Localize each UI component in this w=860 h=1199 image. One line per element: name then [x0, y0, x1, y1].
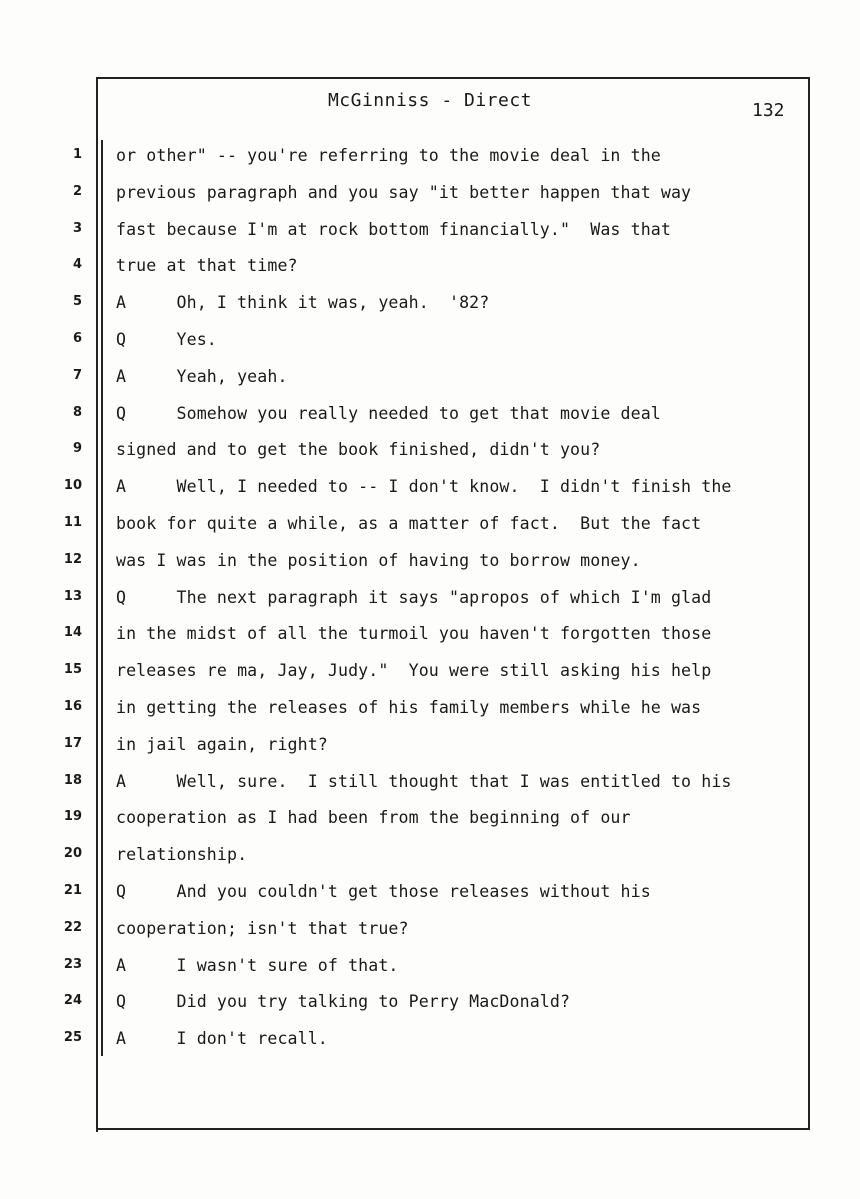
line-text: cooperation; isn't that true?	[116, 918, 409, 938]
line-text: releases re ma, Jay, Judy." You were still asking his help	[116, 661, 712, 681]
transcript-line	[0, 691, 860, 728]
transcript-line	[0, 838, 860, 875]
line-text: A I don't recall.	[116, 1029, 328, 1049]
transcript-line	[0, 801, 860, 838]
line-number: 16	[63, 698, 82, 714]
line-number: 1	[72, 147, 82, 162]
line-text: A Well, I needed to -- I don't know. I didn't finish the	[116, 477, 732, 497]
transcript-line	[0, 581, 860, 618]
line-number: 18	[63, 772, 82, 788]
line-number: 7	[72, 367, 82, 383]
line-number: 3	[72, 220, 82, 236]
transcript-line	[0, 912, 860, 949]
page-title: McGinniss - Direct	[327, 90, 533, 111]
line-number: 25	[63, 1030, 82, 1046]
line-text: previous paragraph and you say "it better happen that way	[116, 182, 692, 202]
transcript-line	[0, 213, 860, 250]
transcript-line	[0, 323, 860, 360]
line-text: A Oh, I think it was, yeah. '82?	[116, 293, 490, 313]
transcript-line	[0, 286, 860, 323]
transcript-line	[0, 397, 860, 434]
line-number: 20	[63, 846, 82, 862]
line-text: Q Somehow you really needed to get that movie deal	[116, 403, 661, 423]
line-number: 19	[63, 809, 82, 825]
line-number: 8	[72, 404, 82, 420]
line-text: A Well, sure. I still thought that I was entitled to his	[116, 771, 732, 791]
transcript-line	[0, 544, 860, 581]
page-number: 132	[752, 100, 785, 121]
transcript-line	[0, 765, 860, 802]
line-number: 9	[72, 441, 82, 457]
line-number: 10	[63, 478, 82, 494]
line-text: cooperation as I had been from the beginning of our	[116, 808, 631, 828]
line-number: 24	[63, 993, 82, 1009]
line-text: A Yeah, yeah.	[116, 366, 288, 386]
line-text: book for quite a while, as a matter of fact. But the fact	[116, 513, 702, 533]
line-text: A I wasn't sure of that.	[116, 955, 399, 975]
line-number: 5	[72, 294, 82, 310]
line-text: in getting the releases of his family members while he was	[116, 697, 702, 717]
line-number: 14	[63, 625, 82, 641]
line-number: 17	[63, 735, 82, 751]
line-number: 6	[72, 330, 82, 346]
line-number: 13	[63, 588, 82, 604]
transcript-line	[0, 176, 860, 213]
transcript-line	[0, 360, 860, 397]
transcript-line	[0, 507, 860, 544]
line-number: 11	[63, 514, 82, 530]
line-text: in jail again, right?	[116, 734, 328, 754]
line-text: Q Yes.	[116, 329, 217, 349]
line-text: was I was in the position of having to borrow money.	[116, 550, 641, 570]
line-text: Q The next paragraph it says "apropos of which I'm glad	[116, 587, 712, 607]
page-border-top	[96, 77, 810, 79]
line-text: true at that time?	[116, 256, 298, 276]
line-text: or other" -- you're referring to the movie deal in the	[116, 146, 661, 165]
line-number: 4	[72, 257, 82, 273]
line-text: in the midst of all the turmoil you haven't forgotten those	[116, 624, 712, 644]
line-text: Q And you couldn't get those releases without his	[116, 881, 651, 901]
line-number: 23	[63, 956, 82, 972]
transcript-line	[0, 433, 860, 470]
line-text: Q Did you try talking to Perry MacDonald?	[116, 992, 571, 1012]
transcript-line	[0, 617, 860, 654]
line-number: 21	[63, 882, 82, 898]
transcript-line	[0, 654, 860, 691]
page-border-bottom	[96, 1128, 810, 1130]
transcript-line	[0, 139, 860, 176]
transcript-line	[0, 875, 860, 912]
line-text: signed and to get the book finished, didn't you?	[116, 440, 601, 460]
transcript-line	[0, 470, 860, 507]
transcript-line	[0, 1022, 860, 1059]
transcript-line	[0, 985, 860, 1022]
transcript-lines	[0, 139, 860, 1059]
line-number: 2	[72, 183, 82, 199]
line-text: relationship.	[116, 845, 248, 865]
line-text: fast because I'm at rock bottom financially." Was that	[116, 219, 671, 239]
transcript-line	[0, 728, 860, 765]
line-number: 15	[63, 662, 82, 678]
line-number: 22	[63, 919, 82, 935]
line-number: 12	[63, 551, 82, 567]
transcript-line	[0, 949, 860, 986]
transcript-line	[0, 249, 860, 286]
